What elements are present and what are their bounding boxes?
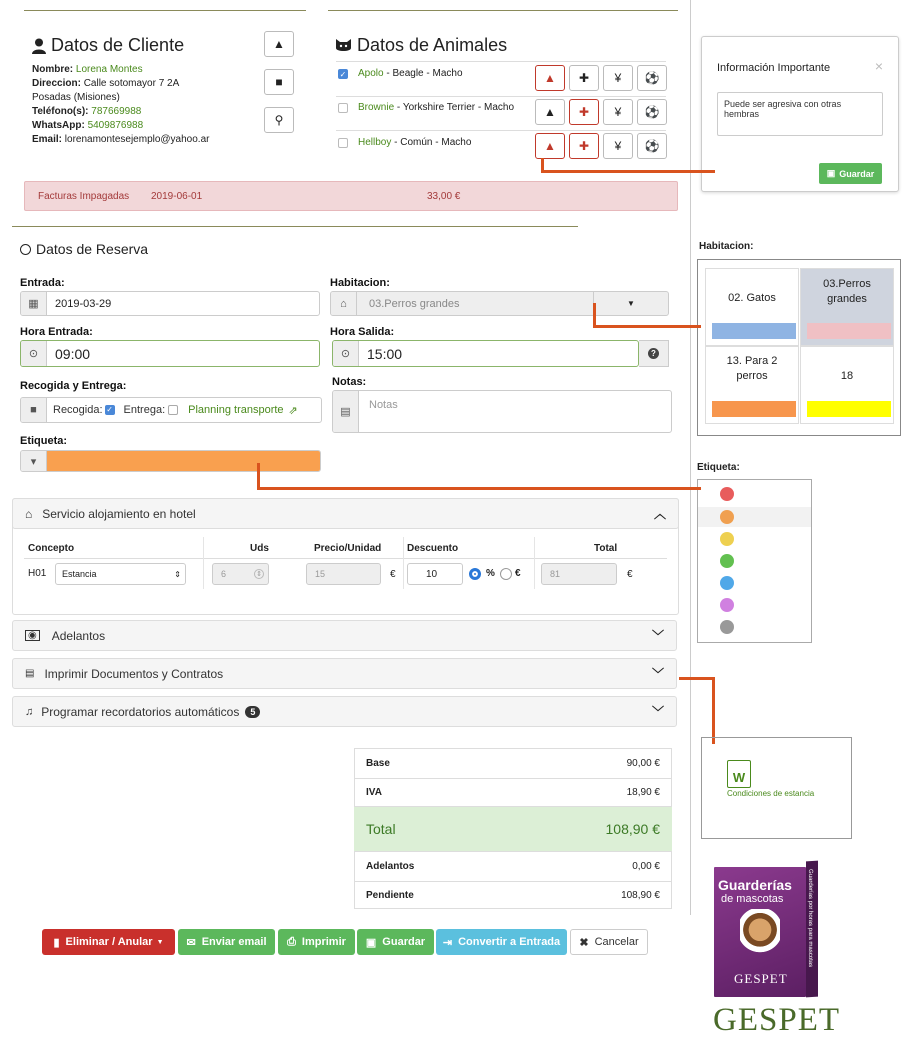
resumen-iva-row: IVA 18,90 € — [354, 778, 672, 806]
animal-row-brownie: Brownie - Yorkshire Terrier - Macho — [338, 102, 514, 113]
truck-icon: ■ — [21, 398, 47, 422]
clock-icon — [20, 244, 31, 255]
trash-icon: ▮ — [53, 936, 60, 949]
chevron-up-icon[interactable]: ︿ — [653, 507, 666, 521]
chevron-down-icon[interactable]: ﹀ — [651, 705, 664, 719]
color-option-green[interactable] — [720, 554, 734, 568]
radio-percent-label: % — [486, 568, 495, 579]
sign-in-icon: ⇥ — [442, 936, 453, 949]
cliente-whatsapp: WhatsApp: 5409876988 — [32, 120, 144, 131]
brownie-alert-button[interactable] — [535, 99, 565, 125]
precio-input[interactable]: 15 — [306, 563, 381, 585]
radio-euro-label: € — [515, 568, 521, 579]
brownie-food-button[interactable] — [603, 99, 633, 125]
etiqueta-panel-label: Etiqueta: — [697, 462, 740, 473]
question-icon: ? — [648, 348, 659, 359]
chevron-down-icon[interactable]: ﹀ — [651, 667, 664, 681]
cliente-title — [32, 35, 184, 56]
animales-title-text: Datos de Animales — [357, 35, 508, 55]
animal-row-hellboy: Hellboy - Común - Macho — [338, 137, 471, 148]
cliente-location-button[interactable] — [264, 107, 294, 133]
uds-input[interactable]: 6 ⇕ — [212, 563, 269, 585]
radio-percent[interactable] — [469, 568, 481, 580]
color-option-red[interactable] — [720, 487, 734, 501]
ball-icon: ⚽ — [644, 139, 660, 153]
apolo-food-button[interactable] — [603, 65, 633, 91]
facturas-label: Facturas Impagadas — [38, 191, 130, 202]
box-brand: GESPET — [734, 971, 788, 986]
room-color-bar — [712, 401, 796, 417]
guardar-button[interactable]: ▣ Guardar — [357, 929, 434, 955]
box-title: Guarderías — [718, 877, 792, 893]
reserva-title: Datos de Reserva — [20, 241, 148, 257]
hora-entrada-input[interactable]: ⊙ 09:00 — [20, 340, 320, 367]
money-icon: ◉ — [25, 630, 40, 641]
habitacion-select[interactable]: ⌂ 03.Perros grandes ▼ — [330, 291, 669, 316]
imprimir-documentos-accordion[interactable]: ▤ Imprimir Documentos y Contratos ﹀ — [12, 658, 677, 689]
animal-checkbox-hellboy[interactable] — [338, 138, 348, 148]
cliente-alert-button[interactable] — [264, 31, 294, 57]
floppy-icon: ▣ — [826, 168, 836, 178]
stepper-icon: ⇕ — [256, 571, 262, 578]
cutlery-icon: ¥ — [614, 105, 622, 119]
room-color-bar — [712, 323, 796, 339]
warning-icon: ▲ — [273, 37, 285, 51]
room-cell-perros-grandes[interactable]: 03.Perros grandes — [800, 268, 894, 346]
color-option-gray[interactable] — [720, 620, 734, 634]
cliente-nombre: Nombre: Lorena Montes — [32, 64, 143, 75]
precio-euro: € — [390, 569, 396, 580]
resumen-adelantos-row: Adelantos 0,00 € — [354, 851, 672, 881]
condiciones-estancia-link[interactable]: Condiciones de estancia — [727, 789, 815, 798]
word-document-icon[interactable]: W — [727, 760, 751, 788]
hora-salida-input[interactable]: ⊙ 15:00 — [332, 340, 639, 367]
chevron-down-icon[interactable]: ﹀ — [651, 629, 664, 643]
home-icon: ⌂ — [25, 506, 33, 521]
warning-icon: ▲ — [544, 105, 556, 119]
popup-title: Información Importante — [717, 62, 831, 74]
facturas-date: 2019-06-01 — [151, 191, 203, 202]
warning-icon: ▲ — [544, 71, 556, 85]
cliente-transport-button[interactable] — [264, 69, 294, 95]
box-side-text: Guarderías por horas para mascotas — [807, 868, 813, 968]
color-option-blue[interactable] — [720, 576, 734, 590]
col-precio: Precio/Unidad — [314, 543, 382, 554]
print-icon: ⎙ — [287, 935, 296, 948]
hellboy-ball-button[interactable] — [637, 133, 667, 159]
color-option-yellow[interactable] — [720, 532, 734, 546]
bell-icon: ♫ — [25, 705, 34, 718]
color-option-orange[interactable] — [720, 510, 734, 524]
notas-label: Notas: — [332, 376, 367, 388]
cancelar-button[interactable]: ✖ Cancelar — [570, 929, 648, 955]
product-box-image — [714, 861, 818, 999]
cutlery-icon: ¥ — [614, 71, 622, 85]
total-input: 81 — [541, 563, 617, 585]
brownie-ball-button[interactable] — [637, 99, 667, 125]
notas-textarea[interactable]: ▤ Notas — [332, 390, 672, 433]
caret-down-icon: ▼ — [156, 938, 164, 946]
entrada-input[interactable]: ▦ 2019-03-29 — [20, 291, 320, 316]
medkit-icon: ✚ — [578, 105, 590, 119]
recordatorios-count-badge: 5 — [245, 706, 260, 718]
recogida-label: Recogida y Entrega: — [20, 380, 127, 392]
etiqueta-label: Etiqueta: — [20, 435, 68, 447]
cliente-fields — [32, 63, 209, 147]
animal-name[interactable]: Brownie — [358, 102, 395, 113]
caret-down-icon[interactable]: ▼ — [593, 292, 668, 315]
user-icon — [32, 38, 46, 54]
enviar-email-button[interactable]: ✉ Enviar email — [178, 929, 275, 955]
convertir-entrada-button[interactable]: ⇥ Convertir a Entrada — [436, 929, 567, 955]
animal-name[interactable]: Hellboy — [358, 137, 392, 148]
apolo-alert-button[interactable] — [535, 65, 565, 91]
warning-icon: ▲ — [544, 139, 556, 153]
cliente-email: Email: lorenamontesejemplo@yahoo.ar — [32, 134, 210, 145]
close-icon: ✖ — [579, 936, 589, 949]
hellboy-medical-button[interactable] — [569, 133, 599, 159]
cliente-direccion: Direccion: Calle sotomayor 7 2A — [32, 78, 180, 89]
popup-textarea[interactable]: Puede ser agresiva con otras hembras — [717, 92, 883, 136]
home-icon: ⌂ — [331, 292, 357, 315]
medkit-icon: ✚ — [578, 139, 590, 153]
ball-icon: ⚽ — [644, 71, 660, 85]
cliente-ciudad: Posadas (Misiones) — [32, 92, 120, 103]
facturas-amount: 33,00 € — [427, 191, 461, 202]
planning-transporte-link[interactable]: Planning transporte — [188, 404, 284, 416]
id-card-icon: ▤ — [25, 668, 35, 679]
apolo-ball-button[interactable] — [637, 65, 667, 91]
room-cell-para-2-perros[interactable]: 13. Para 2 perros — [705, 346, 799, 424]
envelope-icon: ✉ — [186, 936, 196, 949]
ball-icon: ⚽ — [644, 105, 660, 119]
col-uds: Uds — [250, 543, 269, 554]
adelantos-accordion[interactable]: ◉ Adelantos ﹀ — [12, 620, 677, 651]
resumen-total-row: Total 108,90 € — [354, 806, 672, 851]
dog-icon — [740, 909, 780, 961]
concepto-select[interactable]: Estancia ⇕ — [55, 563, 186, 585]
animal-checkbox-brownie[interactable] — [338, 103, 348, 113]
room-cell-18[interactable]: 18 — [800, 346, 894, 424]
documento-panel — [701, 737, 852, 839]
etiqueta-color-fill — [47, 451, 320, 471]
cliente-title-text: Datos de Cliente — [51, 35, 185, 55]
cliente-telefono: Teléfono(s): 787669988 — [32, 106, 142, 117]
radio-euro[interactable] — [500, 568, 512, 580]
entrega-checkbox[interactable] — [168, 405, 178, 415]
animal-checkbox-apolo[interactable]: ✓ — [339, 69, 347, 79]
room-color-bar — [807, 401, 891, 417]
row-code: H01 — [28, 568, 47, 579]
total-euro: € — [627, 569, 633, 580]
select-arrows-icon: ⇕ — [174, 569, 181, 579]
medkit-icon: ✚ — [578, 71, 590, 85]
color-option-purple[interactable] — [720, 598, 734, 612]
map-pin-icon: ⚲ — [274, 113, 284, 127]
box-subtitle: de mascotas — [721, 893, 784, 905]
room-color-bar — [807, 323, 891, 339]
hellboy-food-button[interactable] — [603, 133, 633, 159]
imprimir-button[interactable]: ⎙ Imprimir — [278, 929, 355, 955]
col-descuento: Descuento — [407, 543, 459, 554]
resumen-pendiente-row: Pendiente 108,90 € — [354, 881, 672, 909]
hora-entrada-label: Hora Entrada: — [20, 326, 93, 338]
entrada-label: Entrada: — [20, 277, 65, 289]
resumen-base-row: Base 90,00 € — [366, 758, 660, 769]
help-button[interactable] — [639, 340, 669, 367]
recogida-entrega-group: ■ Recogida: ✓ Entrega: Planning transporte ⇗ — [20, 397, 322, 423]
facturas-impagadas-bar[interactable] — [24, 181, 678, 211]
external-link-icon[interactable]: ⇗ — [288, 404, 298, 417]
habitacion-panel-label: Habitacion: — [699, 241, 754, 252]
hora-salida-label: Hora Salida: — [330, 326, 395, 338]
clock-icon: ⊙ — [21, 341, 47, 366]
col-concepto: Concepto — [28, 543, 75, 554]
cat-icon — [335, 38, 352, 53]
servicio-accordion-header[interactable]: ⌂ Servicio alojamiento en hotel ︿ — [12, 498, 679, 529]
cutlery-icon: ¥ — [614, 139, 622, 153]
brownie-medical-button[interactable] — [569, 99, 599, 125]
room-cell-gatos[interactable]: 02. Gatos — [705, 268, 799, 346]
clock-icon: ⊙ — [333, 341, 359, 366]
close-icon[interactable]: × — [874, 58, 883, 74]
recogida-checkbox[interactable]: ✓ — [106, 405, 113, 414]
etiqueta-color-dropdown — [697, 479, 812, 643]
popup-save-button[interactable]: ▣ Guardar — [819, 163, 882, 184]
eliminar-anular-button[interactable]: ▮ Eliminar / Anular ▼ — [42, 929, 175, 955]
animal-row-apolo: ✓ Apolo - Beagle - Macho — [339, 68, 463, 79]
caret-down-icon[interactable]: ▾ — [21, 451, 47, 471]
programar-recordatorios-accordion[interactable]: ♫ Programar recordatorios automáticos 5 ﹀ — [12, 696, 677, 727]
gespet-logo: GESPET — [713, 1002, 841, 1038]
animales-title — [335, 35, 507, 56]
etiqueta-select[interactable] — [20, 450, 321, 472]
vertical-divider — [690, 0, 691, 915]
col-total: Total — [594, 543, 618, 554]
floppy-icon: ▣ — [365, 936, 377, 949]
document-icon: ▤ — [333, 391, 359, 432]
descuento-input[interactable]: 10 — [407, 563, 463, 585]
calendar-icon: ▦ — [21, 292, 47, 315]
hellboy-alert-button[interactable] — [535, 133, 565, 159]
info-importante-popup — [701, 36, 899, 192]
truck-icon: ■ — [275, 75, 283, 89]
habitacion-label: Habitacion: — [330, 277, 390, 289]
apolo-medical-button[interactable] — [569, 65, 599, 91]
animal-name[interactable]: Apolo — [358, 68, 384, 79]
